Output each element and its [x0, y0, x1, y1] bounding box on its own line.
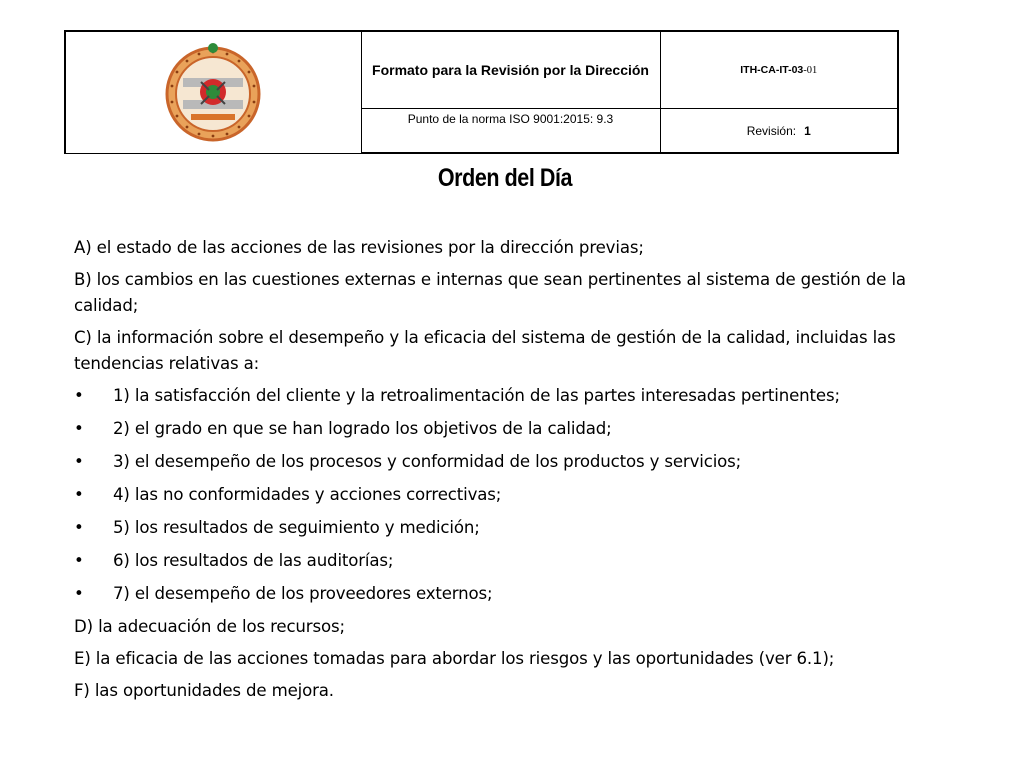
agenda-sublist — [74, 383, 954, 607]
document-header-table — [64, 30, 899, 154]
list-item — [74, 449, 954, 475]
list-item-text: 6) los resultados de las auditorías; — [113, 551, 394, 570]
agenda-content — [74, 235, 954, 710]
document-code: ITH-CA-IT-03 — [740, 63, 804, 76]
list-item — [74, 482, 954, 508]
revision-cell — [660, 108, 898, 153]
document-code-cell — [660, 31, 898, 108]
bullet-icon: • — [74, 419, 84, 438]
bullet-icon: • — [74, 518, 84, 537]
list-item — [74, 416, 954, 442]
revision-label: Revisión: — [746, 124, 797, 138]
list-item-text: 5) los resultados de seguimiento y medición; — [113, 518, 480, 537]
format-title-cell — [361, 31, 660, 108]
agenda-item-c: C) la información sobre el desempeño y la eficacia del sistema de gestión de la calidad, incluidas las tendencias relativas a: — [74, 328, 896, 373]
bullet-icon: • — [74, 485, 84, 504]
revision-number: 1 — [804, 124, 811, 138]
list-item — [74, 515, 954, 541]
norma-cell — [361, 108, 660, 153]
list-item-text: 4) las no conformidades y acciones correctivas; — [113, 485, 502, 504]
norma-text: Punto de la norma ISO 9001:2015: 9.3 — [407, 111, 614, 126]
agenda-item-e: E) la eficacia de las acciones tomadas para abordar los riesgos y las oportunidades (ver 6.1); — [74, 649, 835, 668]
list-item-text: 3) el desempeño de los procesos y conformidad de los productos y servicios; — [113, 452, 742, 471]
list-item-text: 7) el desempeño de los proveedores externos; — [113, 584, 493, 603]
list-item-text: 1) la satisfacción del cliente y la retroalimentación de las partes interesadas pertinentes; — [113, 386, 840, 405]
institution-seal-icon — [161, 42, 265, 142]
agenda-item-b: B) los cambios en las cuestiones externas e internas que sean pertinentes al sistema de gestión de la calidad; — [74, 270, 906, 315]
list-item — [74, 548, 954, 574]
logo-cell — [65, 31, 361, 153]
agenda-item-a: A) el estado de las acciones de las revisiones por la dirección previas; — [74, 238, 644, 257]
bullet-icon: • — [74, 584, 84, 603]
list-item-text: 2) el grado en que se han logrado los objetivos de la calidad; — [113, 419, 612, 438]
agenda-item-f: F) las oportunidades de mejora. — [74, 681, 334, 700]
agenda-item-d: D) la adecuación de los recursos; — [74, 617, 345, 636]
page-title: Orden del Día — [437, 164, 573, 192]
bullet-icon: • — [74, 452, 84, 471]
bullet-icon: • — [74, 386, 84, 405]
list-item — [74, 581, 954, 607]
bullet-icon: • — [74, 551, 84, 570]
format-title: Formato para la Revisión por la Dirección — [372, 61, 649, 78]
document-code-suffix: -01 — [803, 64, 818, 76]
list-item — [74, 383, 954, 409]
